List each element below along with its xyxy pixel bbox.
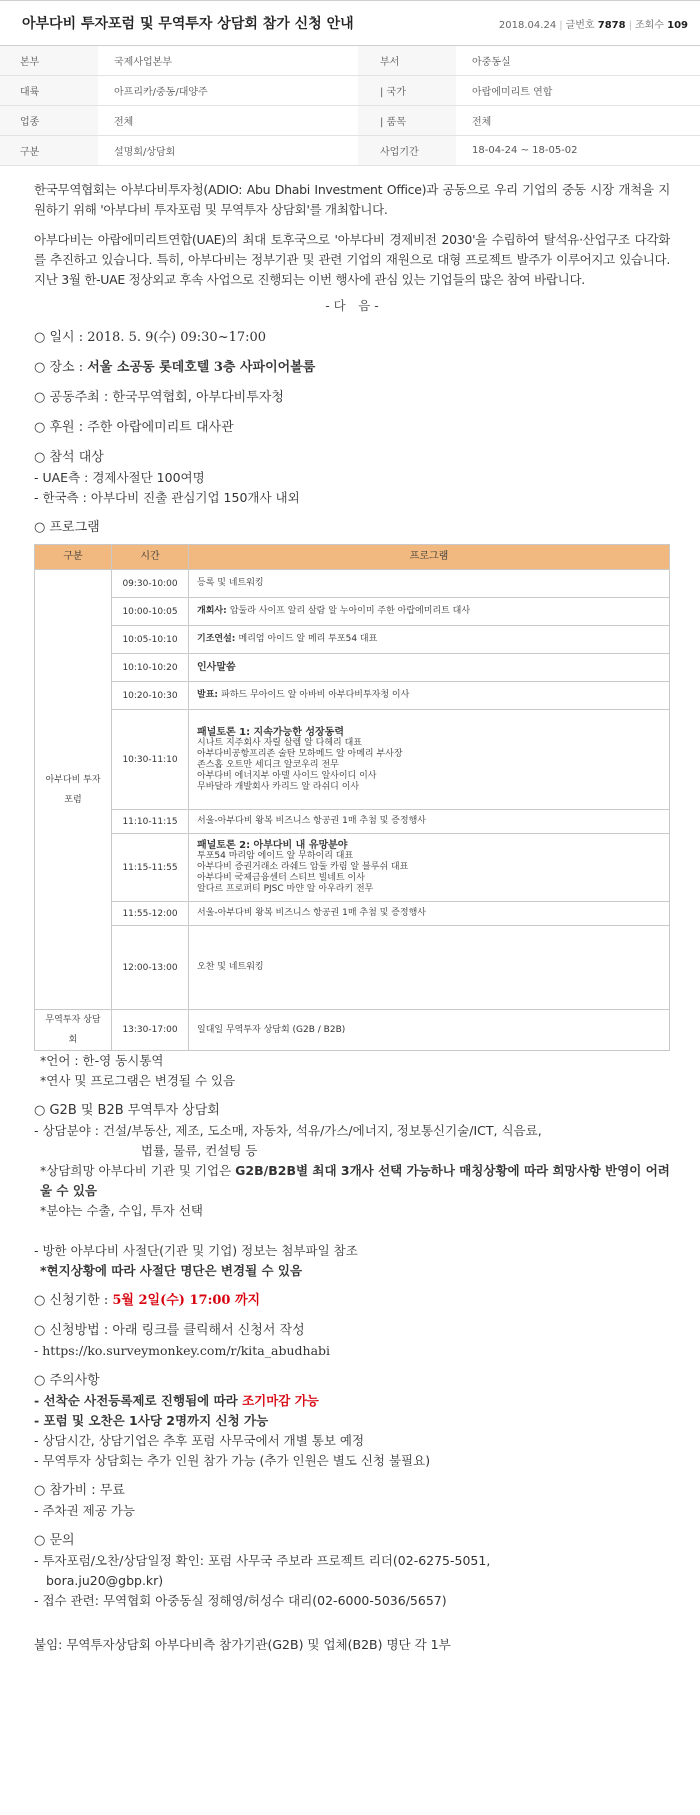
program-line bbox=[197, 578, 661, 589]
program-row bbox=[35, 926, 670, 1010]
delegation-info: - 방한 아부다비 사절단(기관 및 기업) 정보는 첨부파일 참조 bbox=[34, 1243, 358, 1258]
info-table bbox=[0, 46, 700, 166]
info-key: 부서 bbox=[358, 46, 456, 76]
parking: - 주차권 제공 가능 bbox=[34, 1503, 135, 1518]
deadline-value: 5월 2일(수) 17:00 까지 bbox=[112, 1293, 261, 1308]
program-row bbox=[35, 570, 670, 598]
post-meta: 2018.04.24 | 글번호 7878 | 조회수 109 bbox=[498, 19, 688, 31]
delegation-note: *현지상황에 따라 사절단 명단은 변경될 수 있음 bbox=[40, 1263, 303, 1278]
program-line-text: 파하드 무아이드 알 아바비 아부다비투자청 이사 bbox=[221, 690, 410, 700]
deadline bbox=[34, 1291, 670, 1311]
attend-korea: - 한국측 : 아부다비 진출 관심기업 150개사 내외 bbox=[34, 490, 300, 505]
program-time: 13:30-17:00 bbox=[112, 1010, 189, 1051]
caution-title: ○ 주의사항 bbox=[34, 1373, 100, 1388]
program-line bbox=[197, 851, 661, 862]
post-header bbox=[0, 0, 700, 46]
info-value: 국제사업본부 bbox=[98, 46, 358, 76]
program-line bbox=[197, 782, 661, 793]
program-line bbox=[197, 662, 661, 673]
program-line-text: 아부다비 증권거래소 라쉐드 압둘 카림 알 블루쉬 대표 bbox=[197, 862, 409, 872]
program-row bbox=[35, 1010, 670, 1051]
program-line-text: 존스홉 오트만 세디크 알코우리 전무 bbox=[197, 759, 339, 770]
program-time: 11:55-12:00 bbox=[112, 902, 189, 926]
program-line-label: 기조연설: bbox=[197, 634, 239, 644]
caution-line-1b: 조기마감 가능 bbox=[242, 1393, 319, 1408]
program-item bbox=[189, 626, 670, 654]
info-key: | 국가 bbox=[358, 76, 456, 106]
event-venue bbox=[34, 358, 670, 378]
program-line-text: 알다르 프로퍼티 PJSC 마얀 알 아우라키 전무 bbox=[197, 884, 374, 894]
program-group-forum: 아부다비 투자포럼 bbox=[35, 570, 112, 1010]
program-line bbox=[197, 873, 661, 884]
program-time: 09:30-10:00 bbox=[112, 570, 189, 598]
program-line-text: 등록 및 네트워킹 bbox=[197, 578, 264, 588]
program-line-text: 오찬 및 네트워킹 bbox=[197, 962, 264, 972]
program-col-header: 프로그램 bbox=[189, 545, 670, 570]
contact-line-1: - 투자포럼/오찬/상담일정 확인: 포럼 사무국 주보라 프로젝트 리더(02-6275-5051, bbox=[34, 1553, 491, 1568]
program-note-change: *연사 및 프로그램은 변경될 수 있음 bbox=[40, 1073, 236, 1088]
contact-email[interactable]: bora.ju20@gbp.kr) bbox=[46, 1573, 164, 1588]
program-line bbox=[197, 884, 661, 895]
apply-method: ○ 신청방법 : 아래 링크를 클릭해서 신청서 작성 bbox=[34, 1323, 305, 1338]
g2b-note-selection bbox=[34, 1161, 670, 1201]
g2b-fields-cont: 법률, 물류, 컨설팅 등 bbox=[141, 1143, 258, 1158]
program-time: 10:30-11:10 bbox=[112, 710, 189, 810]
program-line-label: 개회사: bbox=[197, 606, 230, 616]
program-line-label: 패널토론 2: 아부다비 내 유망분야 bbox=[197, 840, 348, 851]
program-item bbox=[189, 1010, 670, 1051]
program-time: 11:15-11:55 bbox=[112, 834, 189, 902]
program-line bbox=[197, 760, 661, 771]
program-col-header: 시간 bbox=[112, 545, 189, 570]
program-line-text: 시나트 지주회사 자릴 살렘 알 다헤리 대표 bbox=[197, 737, 362, 748]
info-value: 아중동실 bbox=[456, 46, 700, 76]
intro-paragraph-1: 한국무역협회는 아부다비투자청(ADIO: Abu Dhabi Investment Office)과 공동으로 우리 기업의 중동 시장 개척을 지원하기 위해 '아부다비 투자포럼 및 무역투자 상담회'를 개최합니다. bbox=[34, 182, 670, 217]
g2b-note-selection-a: *상담희망 아부다비 기관 및 기업은 bbox=[40, 1163, 236, 1178]
program-time: 10:00-10:05 bbox=[112, 598, 189, 626]
views-label: 조회수 bbox=[634, 19, 664, 31]
post-number: 7878 bbox=[597, 19, 626, 31]
info-key: 업종 bbox=[0, 106, 98, 136]
program-line-text: 무바달라 개발회사 카리드 알 라쉬디 이사 bbox=[197, 781, 360, 792]
post-number-label: 글번호 bbox=[565, 19, 595, 31]
info-value: 전체 bbox=[98, 106, 358, 136]
program-row bbox=[35, 710, 670, 810]
program-line bbox=[197, 771, 661, 782]
program-line-label: 패널토론 1: 지속가능한 성장동력 bbox=[197, 726, 344, 738]
post-body bbox=[0, 166, 700, 1655]
intro-paragraph-2: 아부다비는 아랍에미리트연합(UAE)의 최대 토후국으로 '아부다비 경제비전 2030'을 수립하여 탈석유·산업구조 다각화를 추진하고 있습니다. 특히, 아부다비는 정부기관 및 관련 기업의 재원으로 대형 프로젝트 발주가 이루어지고 있습니다. 지난 3월 한-UAE 정상외교 후속 사업으로 진행되는 이번 행사에 관심 있는 기업들의 많은 참여 바랍니다. bbox=[34, 232, 670, 287]
info-value: 18-04-24 ~ 18-05-02 bbox=[456, 136, 700, 166]
program-time: 11:10-11:15 bbox=[112, 810, 189, 834]
program-line bbox=[197, 840, 661, 851]
program-line bbox=[197, 908, 661, 919]
fee: ○ 참가비 : 무료 bbox=[34, 1483, 125, 1498]
program-row bbox=[35, 810, 670, 834]
info-key: 구분 bbox=[0, 136, 98, 166]
info-row bbox=[0, 106, 700, 136]
contact-title: ○ 문의 bbox=[34, 1533, 75, 1548]
program-row bbox=[35, 654, 670, 682]
info-value: 전체 bbox=[456, 106, 700, 136]
program-row bbox=[35, 598, 670, 626]
info-row bbox=[0, 46, 700, 76]
program-time: 10:05-10:10 bbox=[112, 626, 189, 654]
program-line-text: 메리엄 아이드 알 메리 투포54 대표 bbox=[238, 634, 378, 644]
info-row bbox=[0, 136, 700, 166]
info-key: 대륙 bbox=[0, 76, 98, 106]
program-item bbox=[189, 710, 670, 810]
caution-line-4: - 무역투자 상담회는 추가 인원 참가 가능 (추가 인원은 별도 신청 불필요) bbox=[34, 1453, 431, 1468]
views-count: 109 bbox=[667, 19, 688, 31]
apply-link[interactable]: - https://ko.surveymonkey.com/r/kita_abudhabi bbox=[34, 1343, 331, 1358]
program-row bbox=[35, 834, 670, 902]
event-date: ○ 일시 : 2018. 5. 9(수) 09:30~17:00 bbox=[34, 330, 267, 345]
details-divider: - 다 음 - bbox=[325, 298, 379, 313]
program-line-label: 발표: bbox=[197, 690, 222, 700]
program-title: ○ 프로그램 bbox=[34, 520, 100, 535]
event-host: ○ 공동주최 : 한국무역협회, 아부다비투자청 bbox=[34, 390, 284, 405]
venue-value: 서울 소공동 롯데호텔 3층 사파이어볼룸 bbox=[87, 360, 316, 375]
info-value: 아랍에미리트 연합 bbox=[456, 76, 700, 106]
program-item bbox=[189, 902, 670, 926]
program-line-text: 아부다비공항프리존 술탄 모하메드 알 아메리 부사장 bbox=[197, 748, 403, 759]
venue-label: ○ 장소 : bbox=[34, 360, 88, 375]
post-date: 2018.04.24 bbox=[498, 19, 557, 31]
program-line bbox=[197, 634, 661, 645]
g2b-note-field: *분야는 수출, 수입, 투자 선택 bbox=[40, 1203, 203, 1218]
program-table bbox=[34, 544, 670, 1051]
program-group-consult: 무역투자 상담회 bbox=[35, 1010, 112, 1051]
program-line bbox=[197, 1025, 661, 1036]
caution-line-2: - 포럼 및 오찬은 1사당 2명까지 신청 가능 bbox=[34, 1413, 269, 1428]
program-line-text: 압둘라 사이프 알리 살람 알 누아이미 주한 아랍에미리트 대사 bbox=[229, 606, 471, 616]
program-item bbox=[189, 682, 670, 710]
program-line bbox=[197, 738, 661, 749]
program-line-text: 서울-아부다비 왕복 비즈니스 항공권 1매 추첨 및 증정행사 bbox=[197, 908, 426, 918]
contact-line-2: - 접수 관련: 무역협회 아중동실 정해영/허성수 대리(02-6000-5036/5657) bbox=[34, 1593, 447, 1608]
attend-title: ○ 참석 대상 bbox=[34, 450, 104, 465]
g2b-fields: - 상담분야 : 건설/부동산, 제조, 도소매, 자동차, 석유/가스/에너지, 정보통신기술/ICT, 식음료, bbox=[34, 1123, 542, 1138]
program-header-row bbox=[35, 545, 670, 570]
program-row bbox=[35, 626, 670, 654]
info-row bbox=[0, 76, 700, 106]
program-item bbox=[189, 834, 670, 902]
program-col-header: 구분 bbox=[35, 545, 112, 570]
info-key: | 품목 bbox=[358, 106, 456, 136]
program-item bbox=[189, 810, 670, 834]
attachment-note: 붙임: 무역투자상담회 아부다비측 참가기관(G2B) 및 업체(B2B) 명단 각 1부 bbox=[34, 1637, 451, 1652]
program-time: 10:20-10:30 bbox=[112, 682, 189, 710]
caution-line-1a: - 선착순 사전등록제로 진행됨에 따라 bbox=[34, 1393, 243, 1408]
program-line bbox=[197, 690, 661, 701]
program-row bbox=[35, 902, 670, 926]
post-title: 아부다비 투자포럼 및 무역투자 상담회 참가 신청 안내 bbox=[22, 16, 354, 32]
program-line-text: 서울-아부다비 왕복 비즈니스 항공권 1매 추첨 및 증정행사 bbox=[197, 816, 426, 826]
program-item bbox=[189, 654, 670, 682]
program-line bbox=[197, 727, 661, 738]
attend-uae: - UAE측 : 경제사절단 100여명 bbox=[34, 470, 205, 485]
caution-line-1 bbox=[34, 1391, 670, 1411]
program-line bbox=[197, 606, 661, 617]
info-value: 아프리카/중동/대양주 bbox=[98, 76, 358, 106]
program-line bbox=[197, 862, 661, 873]
program-time: 12:00-13:00 bbox=[112, 926, 189, 1010]
info-key: 사업기간 bbox=[358, 136, 456, 166]
info-value: 설명회/상담회 bbox=[98, 136, 358, 166]
program-time: 10:10-10:20 bbox=[112, 654, 189, 682]
program-line-text: 일대일 무역투자 상담회 (G2B / B2B) bbox=[197, 1024, 346, 1035]
program-line-text: 투포54 마리암 에이드 알 무하이리 대표 bbox=[197, 851, 354, 861]
program-item bbox=[189, 598, 670, 626]
program-line bbox=[197, 749, 661, 760]
program-item bbox=[189, 570, 670, 598]
program-line-text: 아부다비 에너지부 아델 사이드 알사이디 이사 bbox=[197, 770, 377, 781]
program-line bbox=[197, 816, 661, 827]
program-line-label: 인사말씀 bbox=[197, 662, 236, 673]
program-line bbox=[197, 962, 661, 973]
caution-line-3: - 상담시간, 상담기업은 추후 포럼 사무국에서 개별 통보 예정 bbox=[34, 1433, 365, 1448]
deadline-label: ○ 신청기한 : bbox=[34, 1293, 113, 1308]
g2b-title: ○ G2B 및 B2B 무역투자 상담회 bbox=[34, 1103, 220, 1118]
program-item bbox=[189, 926, 670, 1010]
g2b-note-selection-b: G2B/B2B별 최대 3개사 선택 가능하나 매칭상황에 따라 희망사항 반영이 어려울 수 있음 bbox=[40, 1163, 670, 1198]
event-sponsor: ○ 후원 : 주한 아랍에미리트 대사관 bbox=[34, 420, 234, 435]
program-line-text: 아부다비 국제금융센터 스티브 빌네트 이사 bbox=[197, 873, 365, 883]
info-key: 본부 bbox=[0, 46, 98, 76]
program-note-language: *언어 : 한-영 동시통역 bbox=[40, 1053, 164, 1068]
program-row bbox=[35, 682, 670, 710]
